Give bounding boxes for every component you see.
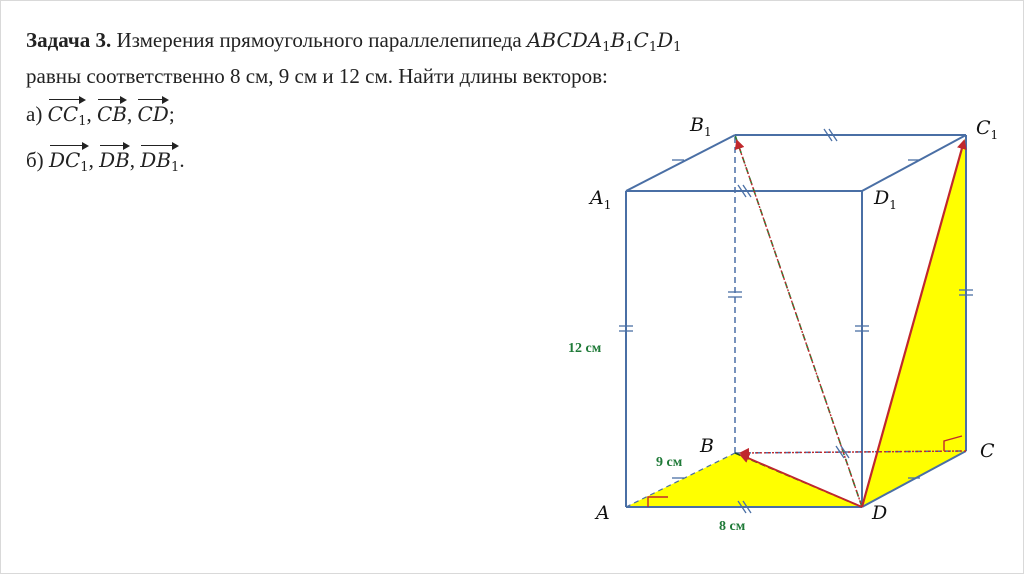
dimension-length: 8 см (719, 519, 746, 534)
task-title: Задача 3. (26, 28, 112, 52)
part-a-label: а) (26, 102, 43, 126)
vertex-label-d1: $D_1$ (874, 187, 897, 212)
edge-d1c1 (862, 135, 966, 191)
vertex-label-b: B (700, 435, 714, 457)
vertex-label-b1: $B_1$ (690, 114, 712, 139)
task-intro: Измерения прямоугольного параллелепипеда (111, 28, 527, 52)
task-line-2: равны соответственно 8 см, 9 см и 12 см. Найти длины векторов: (26, 64, 608, 88)
edge-a1b1 (626, 135, 735, 191)
vertex-label-a1: $A_1$ (590, 187, 612, 212)
vertex-label-a: A (596, 502, 610, 524)
dimension-width: 9 см (656, 455, 683, 470)
part-b-label: б) (26, 148, 44, 172)
vector-dc1: $DC_1$ (49, 142, 89, 182)
vector-cc1: $CC_1$ (48, 96, 87, 136)
dimension-height: 12 см (568, 341, 602, 356)
vertex-label-d: D (872, 502, 888, 524)
vector-cd: CD (137, 96, 168, 128)
vector-db1: $DB_1$ (140, 142, 179, 182)
part-b: б) $DC_1$, DB, $DB_1$. (26, 142, 681, 182)
part-a: а) $CC_1$, CB, CD; (26, 96, 681, 136)
figure-name: $ABCDA_1B_1C_1D_1$ (526, 28, 682, 55)
vector-db: DB (99, 142, 130, 174)
vertex-label-c: C (980, 440, 995, 462)
vertex-label-c1: $C_1$ (976, 117, 999, 142)
vector-cb: CB (97, 96, 127, 128)
